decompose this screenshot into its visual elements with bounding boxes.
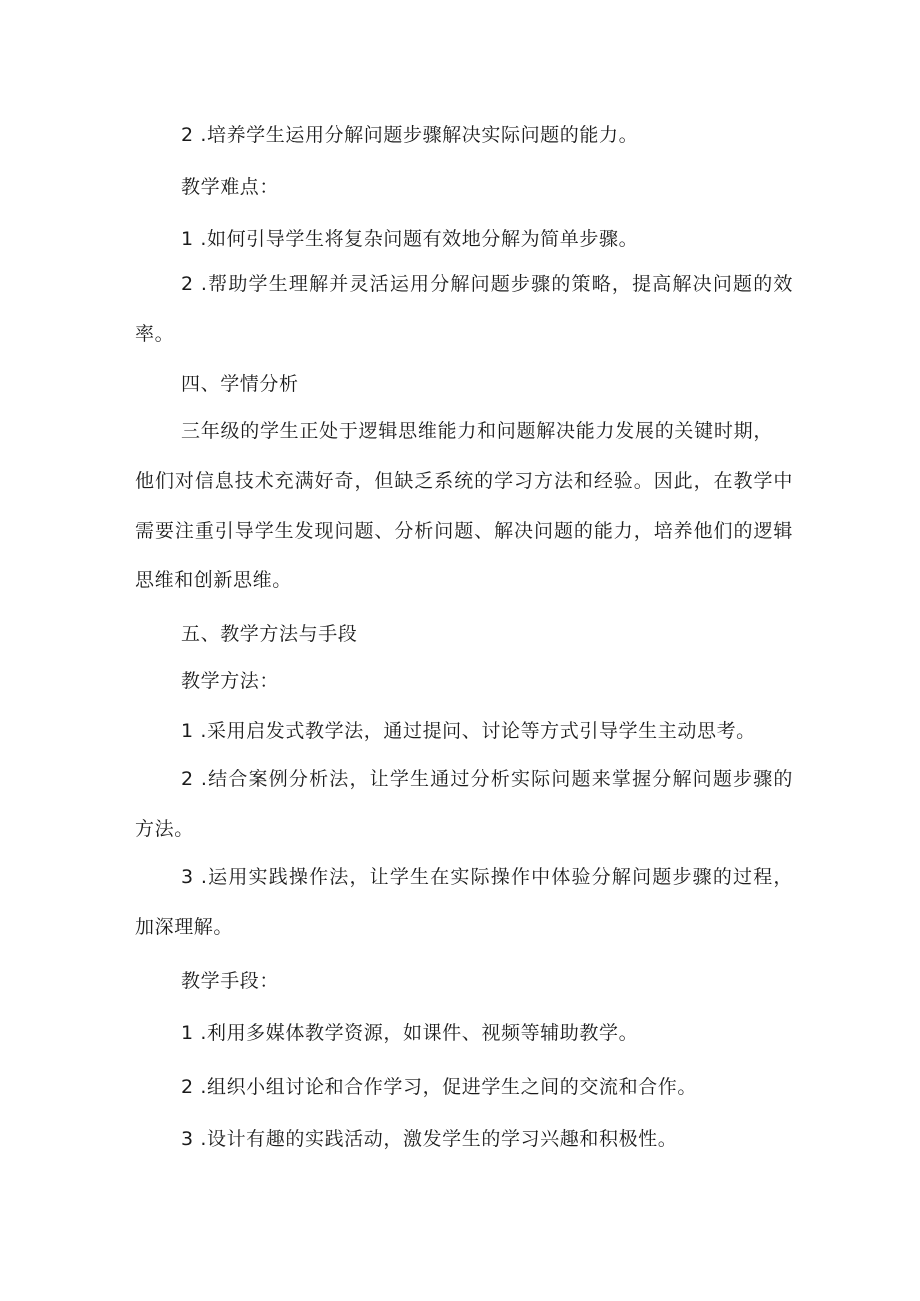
section-heading: 五、教学方法与手段 [181, 623, 358, 645]
text-line: 需要注重引导学生发现问题、分析问题、解决问题的能力，培养他们的逻辑 [135, 520, 793, 542]
text-line: 2 .组织小组讨论和合作学习，促进学生之间的交流和合作。 [181, 1076, 697, 1098]
text-line: 1 .如何引导学生将复杂问题有效地分解为简单步骤。 [181, 228, 639, 250]
text-line: 1 .利用多媒体教学资源，如课件、视频等辅助教学。 [181, 1022, 639, 1044]
text-line: 三年级的学生正处于逻辑思维能力和问题解决能力发展的关键时期， [181, 420, 773, 442]
text-line: 教学方法： [181, 670, 280, 692]
text-line: 2 .结合案例分析法，让学生通过分析实际问题来掌握分解问题步骤的 [181, 768, 793, 790]
text-line: 方法。 [135, 818, 194, 840]
text-line: 率。 [135, 323, 175, 345]
text-line: 他们对信息技术充满好奇，但缺乏系统的学习方法和经验。因此，在教学中 [135, 470, 793, 492]
text-line: 教学手段： [181, 970, 280, 992]
section-heading: 四、学情分析 [181, 373, 299, 395]
text-line: 加深理解。 [135, 916, 234, 938]
text-line: 2 .培养学生运用分解问题步骤解决实际问题的能力。 [181, 124, 639, 146]
text-line: 3 .设计有趣的实践活动，激发学生的学习兴趣和积极性。 [181, 1128, 678, 1150]
text-line: 思维和创新思维。 [135, 569, 292, 591]
text-line: 2 .帮助学生理解并灵活运用分解问题步骤的策略，提高解决问题的效 [181, 273, 793, 295]
text-line: 教学难点： [181, 176, 280, 198]
text-line: 3 .运用实践操作法，让学生在实际操作中体验分解问题步骤的过程， [181, 866, 793, 888]
text-line: 1 .采用启发式教学法，通过提问、讨论等方式引导学生主动思考。 [181, 720, 756, 742]
